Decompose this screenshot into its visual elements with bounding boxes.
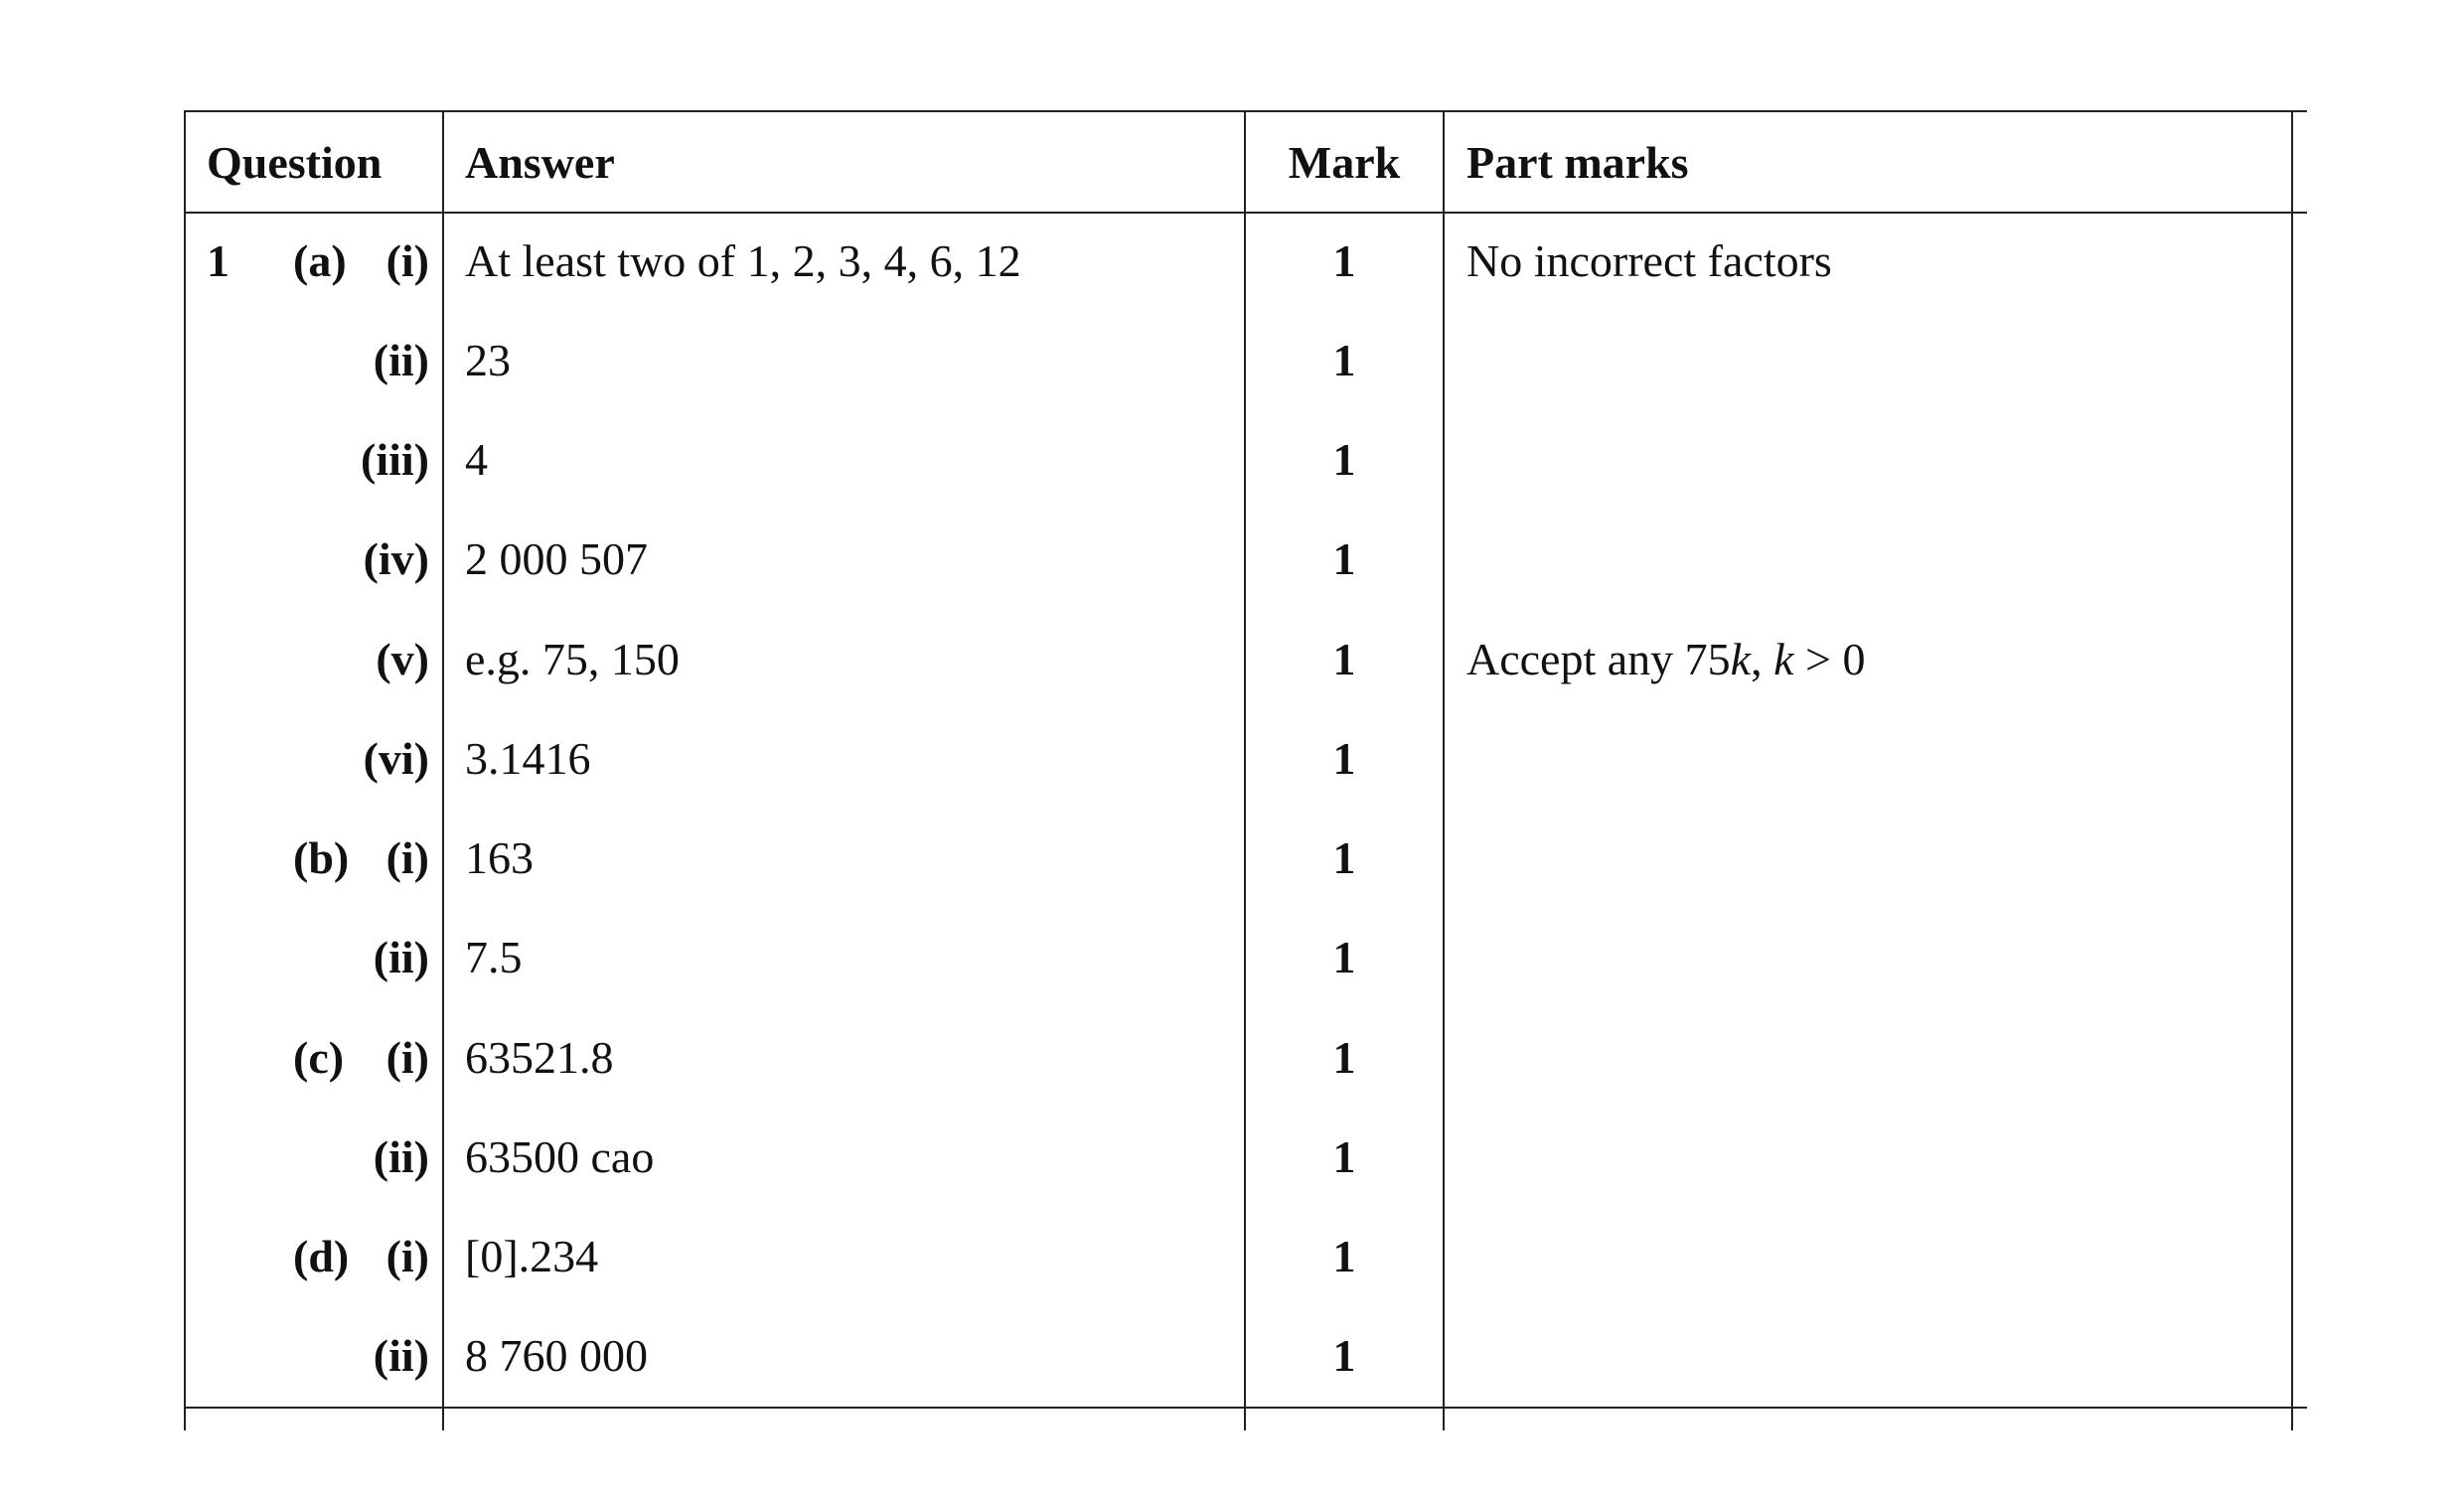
question-subpart: (iv) <box>363 533 429 584</box>
answer-cell: 63521.8 <box>465 1032 614 1083</box>
part-marks-text: Accept any 75 <box>1466 634 1731 684</box>
question-subpart: (i) <box>385 832 429 883</box>
question-subpart: (v) <box>376 634 429 684</box>
variable-k: k <box>1773 634 1794 684</box>
question-part: (c) <box>293 1032 345 1083</box>
answer-cell: 4 <box>465 434 488 485</box>
question-part: (b) <box>293 832 350 883</box>
mark-cell: 1 <box>1332 832 1356 883</box>
variable-k: k <box>1730 634 1752 684</box>
mark-cell: 1 <box>1332 1330 1356 1381</box>
mark-cell: 1 <box>1332 733 1356 784</box>
question-subpart: (ii) <box>373 1131 429 1182</box>
mark-cell: 1 <box>1332 235 1356 286</box>
question-subpart: (iii) <box>361 434 429 485</box>
part-marks-cell: No incorrect factors <box>1466 235 1832 286</box>
part-marks-text: > 0 <box>1793 634 1866 684</box>
mark-cell: 1 <box>1332 932 1356 982</box>
header-answer: Answer <box>465 137 615 188</box>
answer-cell: e.g. 75, 150 <box>465 634 680 684</box>
question-subpart: (ii) <box>373 932 429 982</box>
mark-cell: 1 <box>1332 1231 1356 1281</box>
answer-cell: 3.1416 <box>465 733 591 784</box>
question-part: (d) <box>293 1231 350 1281</box>
mark-cell: 1 <box>1332 533 1356 584</box>
mark-cell: 1 <box>1332 335 1356 385</box>
answer-cell: 23 <box>465 335 511 385</box>
question-subpart: (ii) <box>373 335 429 385</box>
answer-cell: 163 <box>465 832 534 883</box>
question-subpart: (i) <box>385 1032 429 1083</box>
question-number: 1 <box>207 235 230 286</box>
mark-cell: 1 <box>1332 434 1356 485</box>
question-subpart: (vi) <box>363 733 429 784</box>
answer-cell: At least two of 1, 2, 3, 4, 6, 12 <box>465 235 1021 286</box>
question-part: (a) <box>293 235 347 286</box>
question-answer-divider <box>442 110 444 1430</box>
header-mark: Mark <box>1288 137 1401 188</box>
question-subpart: (ii) <box>373 1330 429 1381</box>
mark-partmarks-divider <box>1443 110 1445 1430</box>
mark-cell: 1 <box>1332 1032 1356 1083</box>
part-marks-cell <box>1466 632 1865 687</box>
mark-cell: 1 <box>1332 634 1356 684</box>
part-marks-text: , <box>1751 634 1774 684</box>
answer-cell: 7.5 <box>465 932 523 982</box>
question-subpart: (i) <box>385 235 429 286</box>
answer-cell: 8 760 000 <box>465 1330 648 1381</box>
answer-cell: [0].234 <box>465 1231 599 1281</box>
question-subpart: (i) <box>385 1231 429 1281</box>
header-question: Question <box>207 137 383 188</box>
header-part-marks: Part marks <box>1466 137 1689 188</box>
mark-cell: 1 <box>1332 1131 1356 1182</box>
answer-cell: 63500 cao <box>465 1131 655 1182</box>
table-right-border <box>2291 110 2293 1430</box>
answer-cell: 2 000 507 <box>465 533 648 584</box>
table-left-border <box>184 110 186 1430</box>
